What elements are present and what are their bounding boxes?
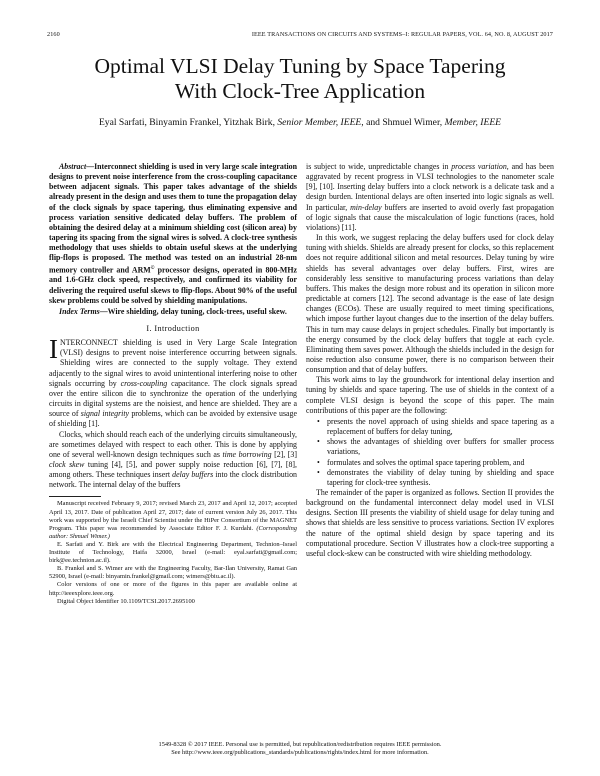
footnote-affiliation-1: E. Sarfati and Y. Birk are with the Electrical Engineering Department, Technion–Israel Institute of Technology, Haifa 32000, Israel (e-mail: eyal.sarfati@gmail.com; birk@ee.technion.ac.il). [49,540,297,565]
title-line-1: Optimal VLSI Delay Tuning by Space Tapering [94,54,506,78]
intro-p1-italic-1: cross-coupling [120,378,168,388]
intro-p2-italic-3: delay buffers [172,470,214,480]
arm-trademark: © [150,265,155,271]
intro-p1-text-a: NTERCONNECT shielding is used in Very Large Scale Integration (VLSI) designs to prevent noise interference occurring between signals. Shielding wires are connected to the supply voltage. They extend adjacently to the signal wires to avoid unintentional interfering noise to other signals occurring by [49,338,297,388]
drop-cap: I [49,334,58,365]
abstract-text: —Interconnect shielding is used in very large scale integration designs to prevent noise interference from the cross-coupling capacitance between adjacent signals. This paper takes advantage of the shields already present in the design and uses them to tune the propagation delay of the clock signals by space tapering, thus eliminating expensive and process variation sensitive dedicated delay buffers. The problem of obtaining the desired delay at a minimum shielding cost (silicon area) by tapering its spacing from the signal wires is solved. A clock-tree synthesis methodology that uses shields to obtain useful skews at the underlying flip-flops is proposed. The method was tested on an industrial 28-nm memory controller and ARM [49,162,297,275]
contribution-item: • shows the advantages of shielding over buffers for smaller process variations, [327,437,554,457]
index-terms [49,307,297,317]
left-column [49,162,297,606]
footnote-affiliation-2: B. Frankel and S. Wimer are with the Engineering Faculty, Bar-Ilan University, Ramat Gan 52900, Israel (e-mail: binyamin.frankel@gmail.com; wimers@biu.ac.il). [49,565,297,581]
copyright-line-1: 1549-8328 © 2017 IEEE. Personal use is permitted, but republication/redistribution requires IEEE permission. [158,741,442,748]
intro-p2-text-d: into the clock distribution network. The internal delay of the buffers [49,470,298,490]
right-p1-text-c: buffers are inserted to avoid overly fast propagation of logic signals that cause the miscalculation of logic functions (races, hold violations) [11]. [306,202,554,232]
title-line-2: With Clock-Tree Application [174,79,426,103]
author-list [40,117,560,128]
intro-p2-text-a: Clocks, which should reach each of the underlying circuits simultaneously, are sometimes delayed with respect to each other. This is done by applying one of several well-known design techniques such as [49,429,297,459]
right-paragraph-4: The remainder of the paper is organized as follows. Section II provides the background on the fundamental interconnect delay model used in VLSI designs. Section III presents the viability of shield usage for delay tuning and shows that shields are less sensitive to process variations. Section IV explores the nature of the optimal shield design by space tapering and its computational procedure. Section V illustrates how a clock-tree supporting a useful clock-skew can be constructed with wire shielding methodology. [306,488,554,558]
intro-p1-text-c: problems, which can be avoided by extensive usage of shielding [1]. [49,409,297,429]
contribution-item: • presents the novel approach of using shields and space tapering as a replacement of buffers for delay tuning, [327,417,554,437]
right-p1-text-b: , and has been aggravated by recent progress in VLSI technologies to the nanometer scale [9], [10]. Inserting delay buffers into a clock network is a delicate task and a design burden. Intentional delays are often inserted into logic signals as well. In particular, [306,162,554,212]
running-head [47,31,553,41]
right-p1-italic-2: min-delay [350,202,382,212]
intro-p2-italic-2: clock skew [49,460,85,469]
intro-p2-text-b: [2], [3] [271,449,297,459]
copyright-notice [40,741,560,758]
author-membership-wimer: Member, IEEE [444,117,502,128]
intro-p2-text-c: tuning [4], [5], and power supply noise reduction [6], [7], [8], among others. These techniques insert [49,460,297,480]
contribution-item: • formulates and solves the optimal space tapering problem, and [327,458,554,468]
paper-title [40,54,560,104]
abstract-lead: Abstract [59,162,87,171]
intro-p2-italic-1: time borrowing [222,449,272,459]
right-column [306,162,554,559]
footnote-received-text: Manuscript received February 9, 2017; revised March 23, 2017 and April 12, 2017; accepted April 13, 2017. Date of publication April 27, 2017; date of current version July 26, 2017. This work was supported by the Israeli Chief Scientist under the HiPer Consortium of the MAGNET Program. This paper was recommended by Associate Editor F. J. Kurdahi. [49,500,297,532]
page-number: 2160 [47,31,60,38]
footnote-color-versions: Color versions of one or more of the figures in this paper are available online at http://ieeexplore.ieee.org. [49,581,297,597]
section-heading-introduction: I. Introduction [146,323,200,333]
intro-p1-italic-2: signal integrity [80,409,130,419]
journal-header: IEEE TRANSACTIONS ON CIRCUITS AND SYSTEMS–I: REGULAR PAPERS, VOL. 64, NO. 8, AUGUST 2017 [251,31,553,38]
copyright-line-2: See http://www.ieee.org/publications_standards/publications/rights/index.html for more information. [171,749,429,757]
authors-plain: Eyal Sarfati, Binyamin Frankel, Yitzhak Birk, [98,117,275,128]
intro-paragraph-2 [49,430,297,491]
intro-paragraph-1 [49,334,297,429]
right-p1-italic-1: process variation [451,162,507,171]
right-paragraph-2: In this work, we suggest replacing the delay buffers used for clock delay tuning with shields. Shields are already present for clocks, so this replacement does not require additional silicon and metal resources. Delay tuning by wire shields has several advantages over delay buffers. First, wires are considerably less sensitive to manufacturing process variations than delay buffers. This makes the design more robust and its operation in silicon more predictable at corners [12]. The second advantage is the ease of late design changes (ECOs). These are usually required to meet timing specifications, which impose further layout changes due to the insertion of the delay buffers. This in turn may cause delays in project schedules. Finally but importantly is the energy consumed by the clock delay buffers that toggle at each cycle. Eliminating them saves power. Although the shields included in the design for noise reduction also consume power, there is no comparison between their consumption and that of delay buffers. [306,233,554,375]
index-terms-lead: Index Terms [59,306,100,316]
contribution-item: • demonstrates the viability of delay tuning by shielding and space tapering for clock-tree synthesis. [327,468,554,488]
abstract-text-2: processor designs, operated in 800-MHz and 1.6-GHz clock speed, respectively, and confirmed its viability for delivering the required useful skews to flip-flops. About 90% of the useful skew problems could be solved by shielding manipulations. [49,265,297,305]
footnote-rule [49,496,101,497]
authors-and-wimer: , and Shmuel Wimer, [361,117,443,128]
right-paragraph-3: This work aims to lay the groundwork for intentional delay insertion and tuning by shields and space tapering. The use of shields in the context of a complete VLSI design is beyond the scope of this paper. The main contributions of this paper are the following: [306,375,554,415]
footnote-received [49,500,297,540]
right-p1-text-a: is subject to wide, unpredictable changes in [306,162,452,171]
author-membership-birk: Senior Member, IEEE [277,117,362,128]
contributions-list [306,417,554,488]
footnote-corresponding-author: (Corresponding author: Shmuel Wimer.) [49,524,297,540]
intro-p1-text-b: capacitance. The clock signals spread over the entire silicon die to synchronize the operation of the underlying circuits in digital systems are the noisiest, and hence are shielded. They are a source of [49,378,297,419]
abstract [49,162,297,306]
right-paragraph-1 [306,162,554,233]
index-terms-text: —Wire shielding, delay tuning, clock-trees, useful skew. [99,306,287,316]
footnote-doi: Digital Object Identifier 10.1109/TCSI.2017.2695100 [57,597,195,605]
